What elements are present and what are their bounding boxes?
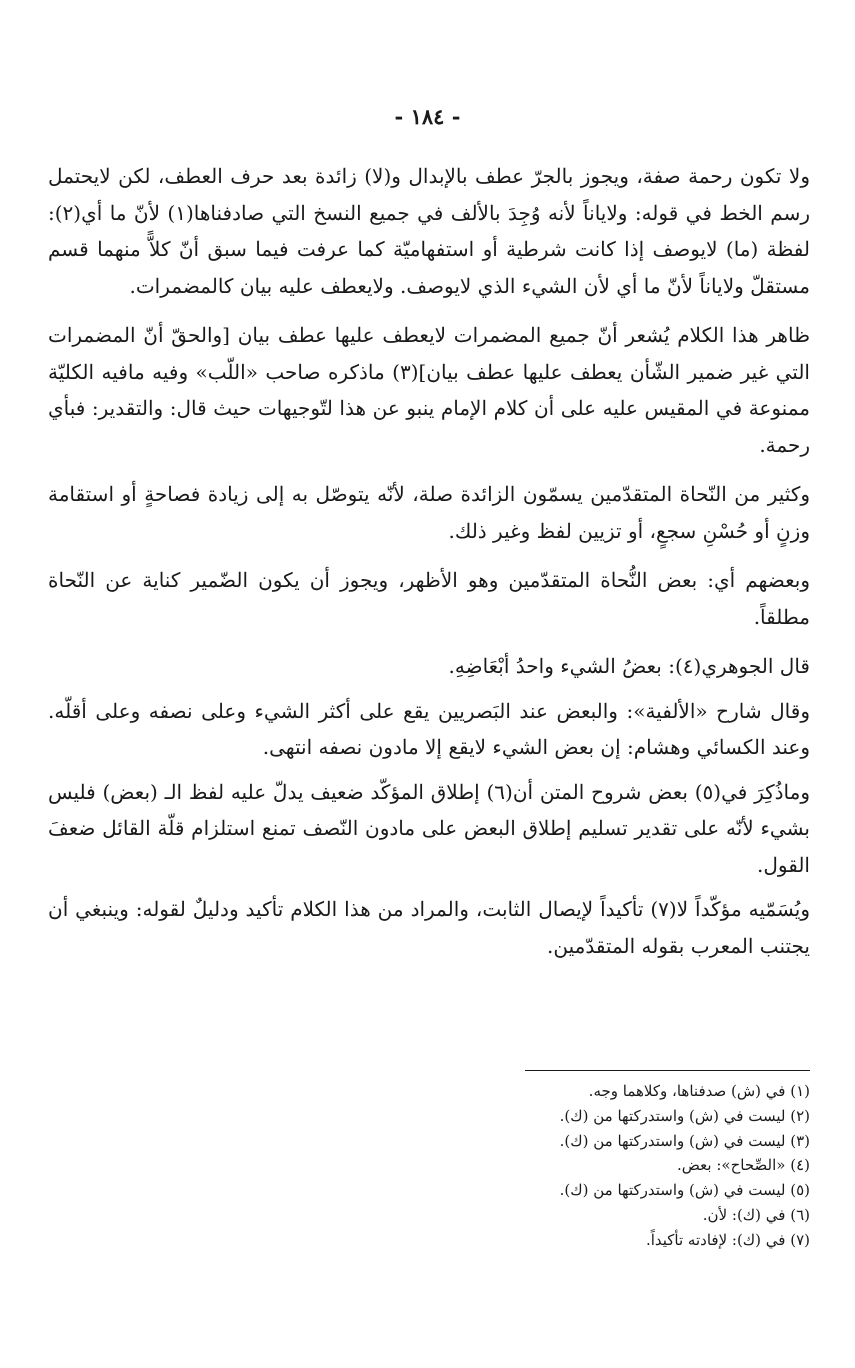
paragraph-1: ولا تكون رحمة صفة، ويجوز بالجرّ عطف بالإبدال و(لا) زائدة بعد حرف العطف، لكن لايحتمل رسم الخط في قوله: ولاياناً لأنه وُجِدَ بالألف في جميع النسخ التي صادفناها(١) لأنّ ما أي(٢): لفظة (ما) لايوصف إذا كانت شرطية أو استفهاميّة كما عرفت فيما سبق أنّ كلاًّ منهما قسم مستقلّ ولاياناً لأنّ ما أي لأن الشيء الذي لايوصف. ولايعطف عليه بيان كالمضمرات. bbox=[48, 164, 810, 298]
paragraph-8: ويُسَمّيه مؤكّداً لا(٧) تأكيداً لإيصال الثابت، والمراد من هذا الكلام تأكيد ودليلٌ لقوله: وينبغي أن يجتنب المعرب بقوله المتقدّمين. bbox=[48, 897, 810, 958]
paragraph-4: وبعضهم أي: بعض النُّحاة المتقدّمين وهو الأظهر، ويجوز أن يكون الضّمير كناية عن النّحاة مطلقاً. bbox=[48, 568, 810, 629]
footnote-2: (٢) ليست في (ش) واستدركتها من (ك). bbox=[559, 1106, 810, 1125]
footnote-7: (٧) في (ك): لإفادته تأكيداً. bbox=[645, 1230, 810, 1249]
paragraph-3: وكثير من النّحاة المتقدّمين يسمّون الزائدة صلة، لأنّه يتوصّل به إلى زيادة فصاحةٍ أو استقامة وزنٍ أو حُسْنِ سجعٍ، أو تزيين لفظ وغير ذلك. bbox=[48, 482, 810, 543]
paragraph-5: قال الجوهري(٤): بعضُ الشيء واحدُ أبْعَاضِهِ. bbox=[448, 654, 810, 678]
footnotes bbox=[420, 1079, 810, 1253]
footnote-3: (٣) ليست في (ش) واستدركتها من (ك). bbox=[559, 1131, 810, 1150]
footnote-5: (٥) ليست في (ش) واستدركتها من (ك). bbox=[559, 1181, 810, 1200]
footnote-1: (١) في (ش) صدفناها، وكلاهما وجه. bbox=[588, 1082, 810, 1100]
page-number: - ١٨٤ - bbox=[394, 104, 461, 129]
footnote-6: (٦) في (ك): لأن. bbox=[702, 1205, 810, 1224]
paragraph-7: وماذُكِرَ في(٥) بعض شروح المتن أن(٦) إطلاق المؤكّد ضعيف يدلّ عليه لفظ الـ (بعض) فليس بشيء لأنّه على تقدير تسليم إطلاق البعض على مادون النّصف تمنع استلزام قلّة القائل ضعفَ القول. bbox=[48, 779, 810, 877]
body-text bbox=[48, 158, 810, 972]
paragraph-6: وقال شارح «الألفية»: والبعض عند البَصريين يقع على أكثر الشيء وعلى نصفه وعلى أقلّه. وعند الكسائي وهشام: إن بعض الشيء لايقع إلا مادون نصفه انتهى. bbox=[48, 698, 810, 759]
footnote-4: (٤) «الصِّحاح»: بعض. bbox=[677, 1156, 810, 1175]
paragraph-2: ظاهر هذا الكلام يُشعر أنّ جميع المضمرات لايعطف عليها عطف بيان [والحقّ أنّ المضمرات التي غير ضمير الشّأن يعطف عليها عطف بيان](٣) ماذكره صاحب «اللّب» وفيه مافيه الكليّة ممنوعة في المقيس عليه على أن كلام الإمام ينبو عن هذا لتّوجيهات حيث قال: والتقدير: فبأي رحمة. bbox=[48, 323, 810, 457]
footnote-divider bbox=[525, 1070, 810, 1071]
